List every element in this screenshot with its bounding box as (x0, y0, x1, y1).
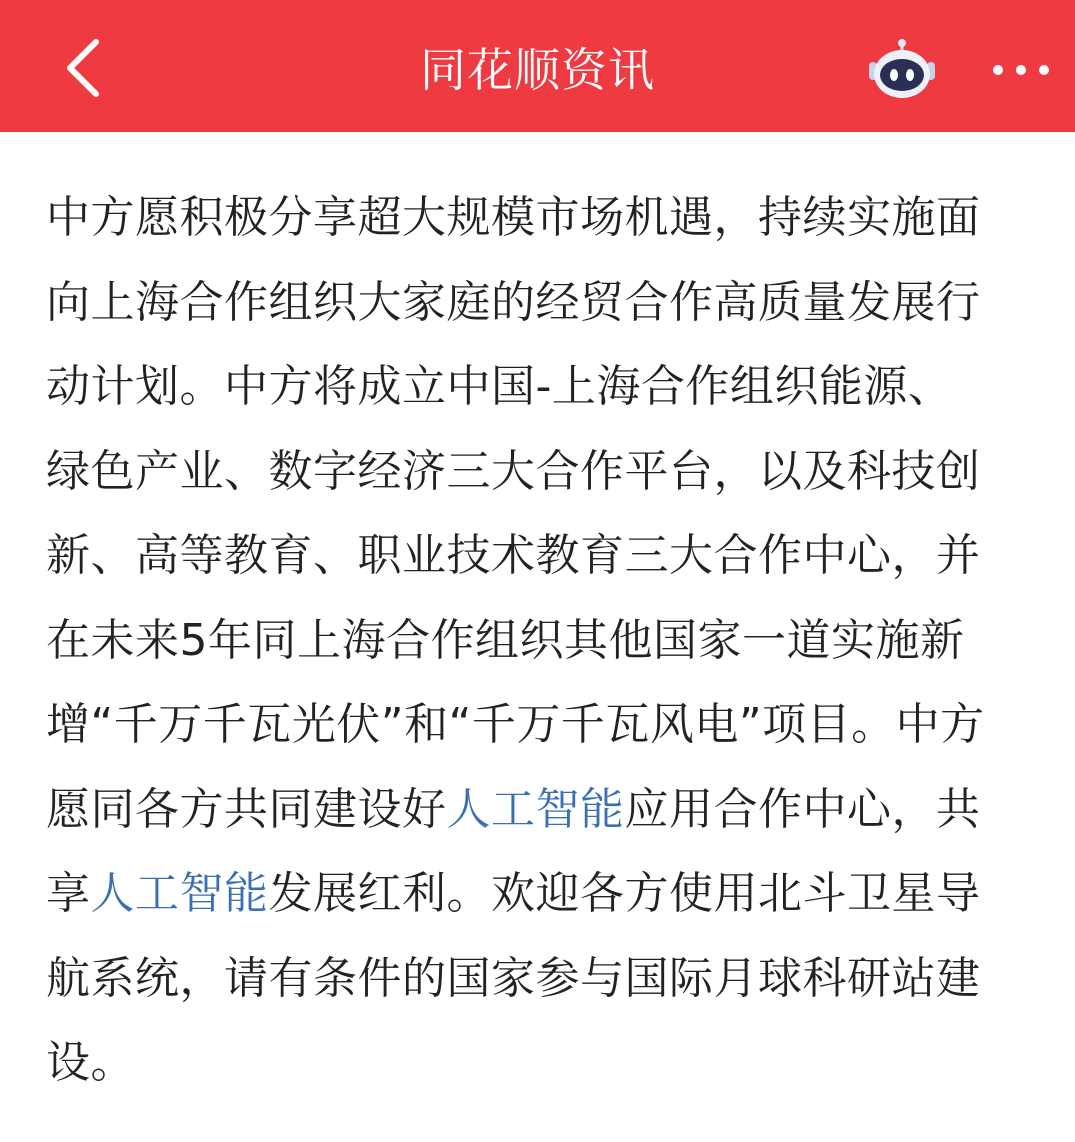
more-options-button[interactable] (986, 50, 1056, 90)
ai-assistant-button[interactable] (864, 38, 940, 102)
article-line: 在未来5年同上海合作组织其他国家一道实施新 (46, 614, 965, 666)
back-button[interactable] (52, 30, 122, 106)
article-line: 新、高等教育、职业技术教育三大合作中心，并 (46, 530, 981, 581)
article-body (46, 176, 1046, 1106)
article-line: 设。 (46, 1037, 135, 1088)
article-line: 向上海合作组织大家庭的经贸合作高质量发展行 (46, 276, 981, 328)
ai-keyword-link[interactable]: 人工智能 (446, 783, 625, 835)
article-line (46, 768, 1046, 853)
top-bar (0, 0, 1075, 132)
page-title: 同花顺资讯 (420, 43, 655, 97)
robot-assistant-icon (864, 38, 940, 102)
article-line: 航系统，请有条件的国家参与国际月球科研站建 (46, 952, 981, 1004)
article-line: 绿色产业、数字经济三大合作平台，以及科技创 (46, 445, 981, 497)
article-line: 增“千万千瓦光伏”和“千万千瓦风电”项目。中方 (46, 699, 985, 750)
ai-keyword-link[interactable]: 人工智能 (90, 868, 269, 919)
article-line (46, 852, 1046, 937)
article-line: 动计划。中方将成立中国-上海合作组织能源、 (46, 361, 953, 412)
article-text: 发展红利。欢迎各方使用北斗卫星导 (268, 868, 981, 919)
chevron-left-icon (52, 30, 122, 106)
more-dots-icon (986, 50, 1056, 90)
article-text: 愿同各方共同建设好 (46, 783, 447, 835)
article-text: 应用合作中心，共 (624, 783, 981, 835)
article-text: 享 (46, 868, 91, 919)
article-line: 中方愿积极分享超大规模市场机遇，持续实施面 (46, 192, 981, 243)
